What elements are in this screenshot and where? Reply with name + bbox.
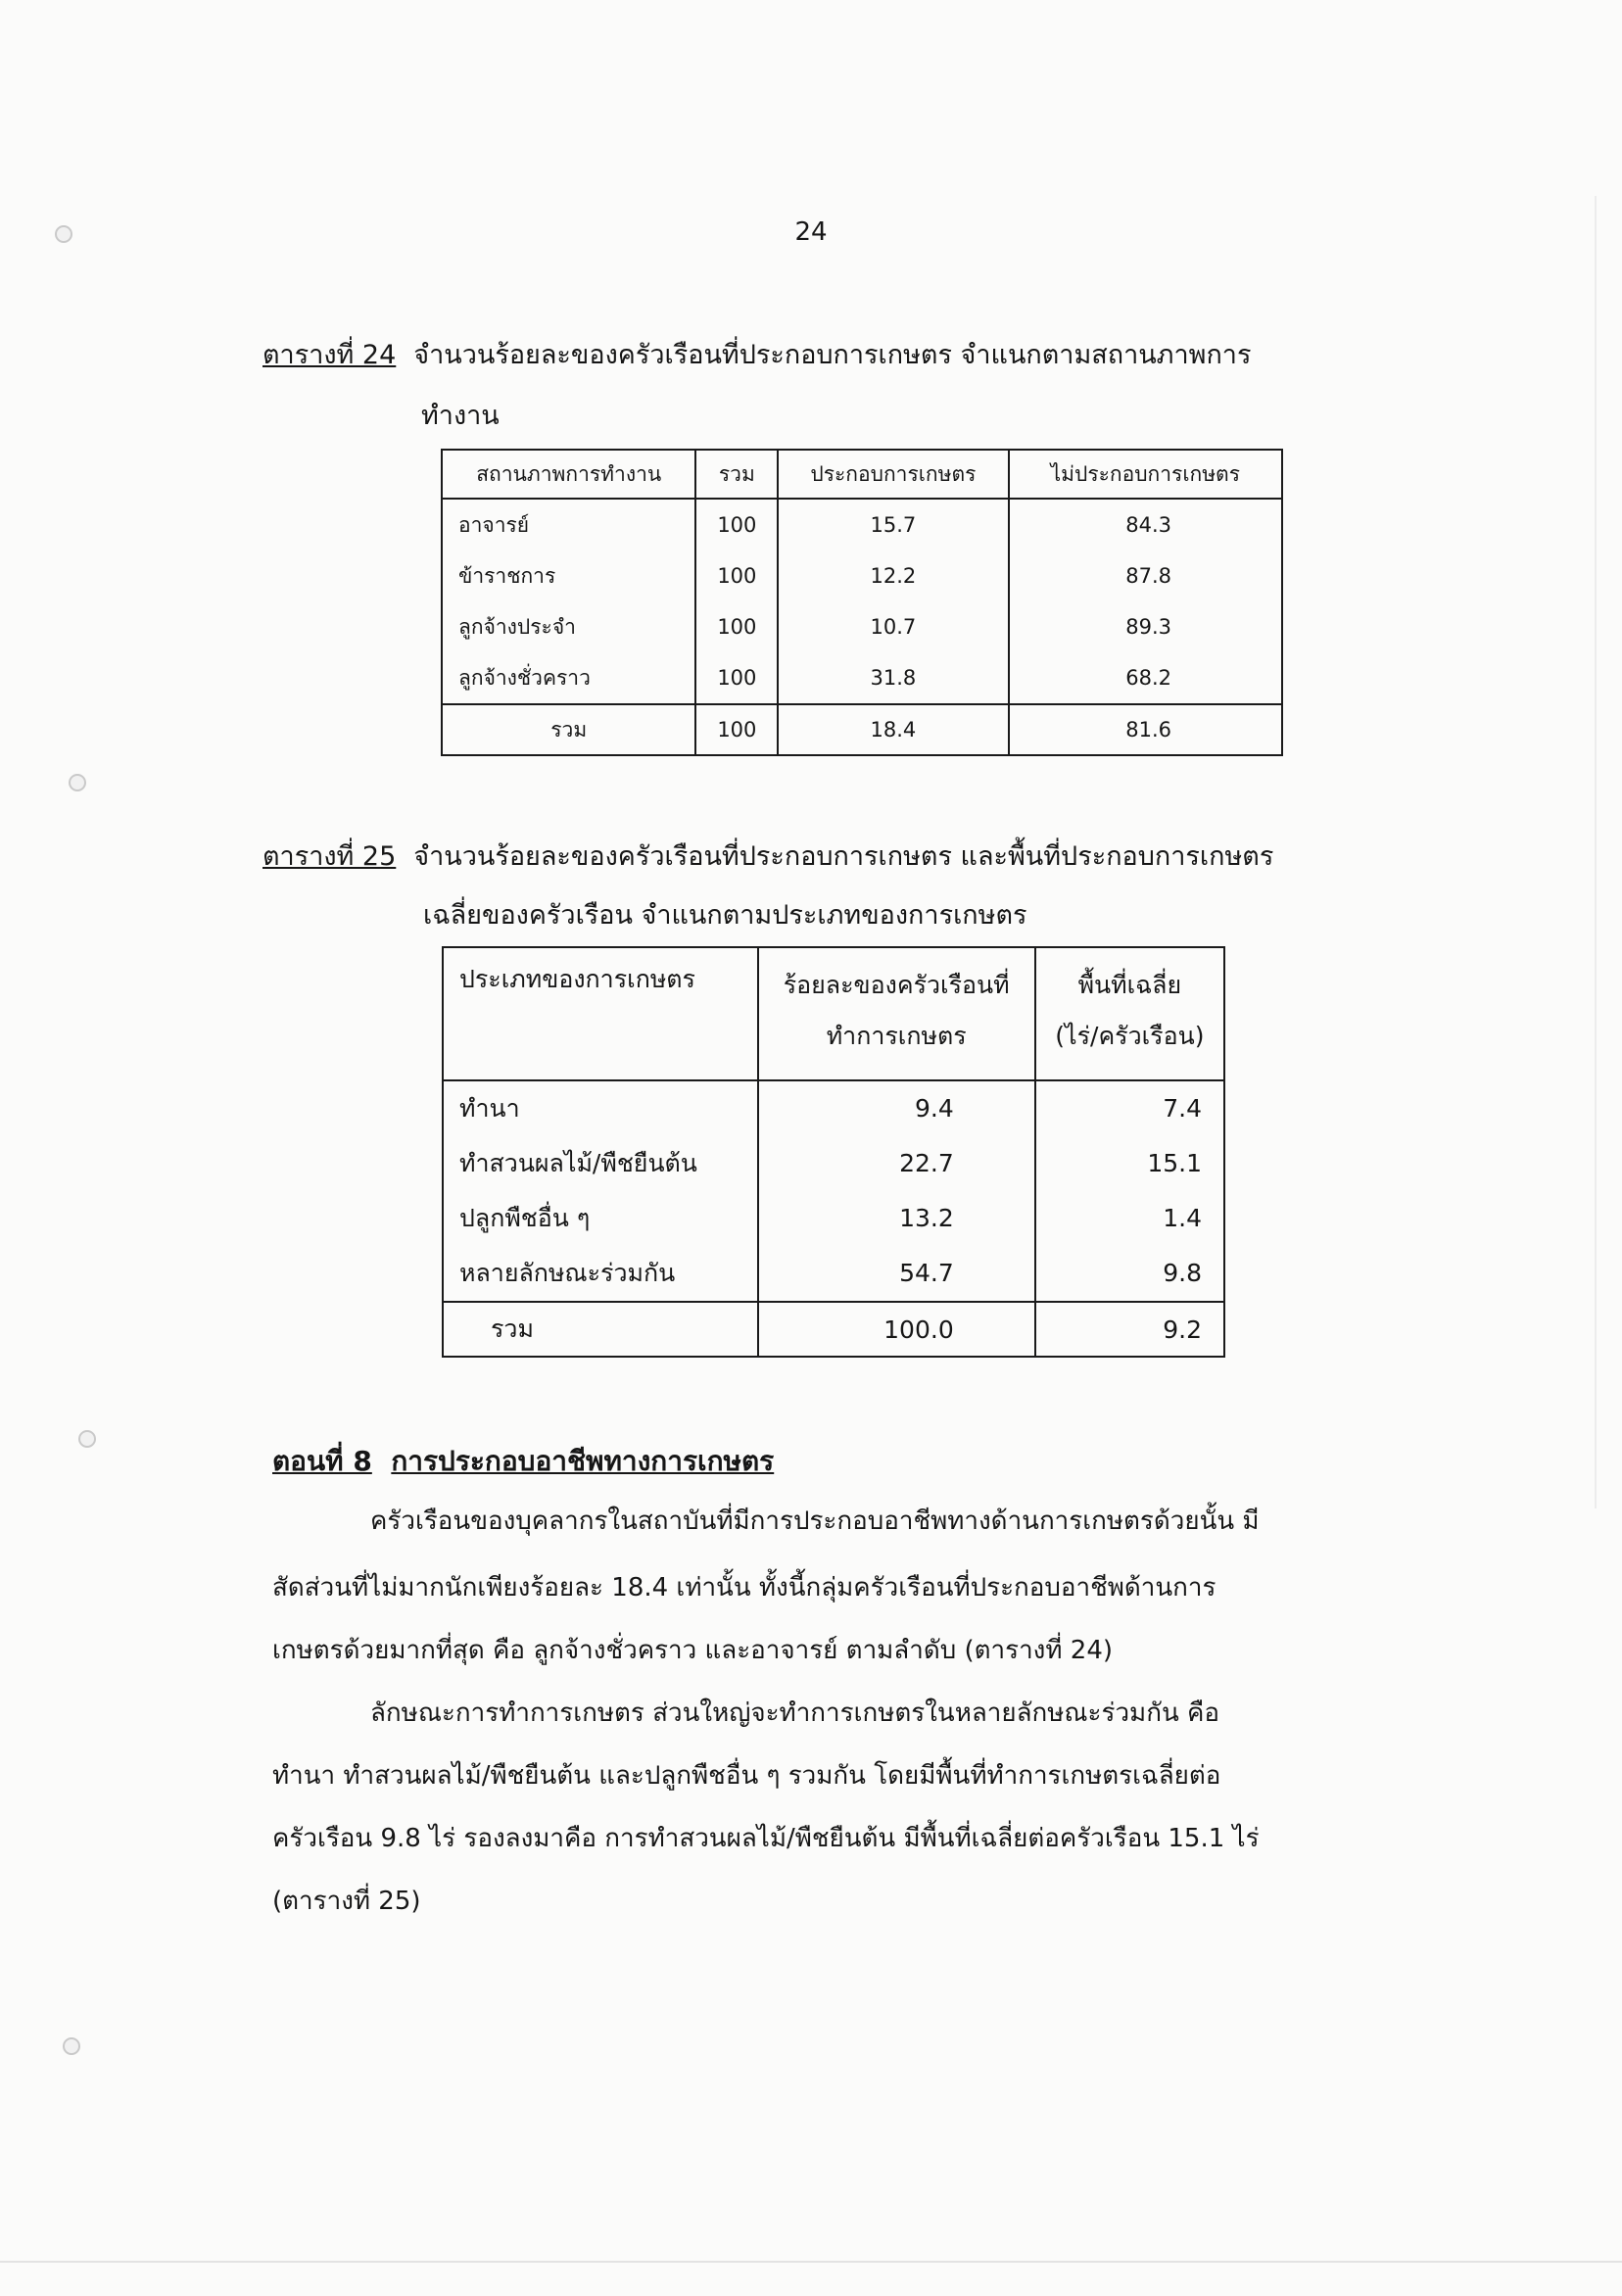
cell-area: 15.1 [1147, 1149, 1202, 1177]
total-cell: 100 [695, 704, 778, 755]
total-label: รวม [442, 704, 695, 755]
paragraph-line: (ตารางที่ 25) [272, 1887, 421, 1916]
paragraph-line: เกษตรด้วยมากที่สุด คือ ลูกจ้างชั่วคราว และอาจารย์ ตามลำดับ (ตารางที่ 24) [272, 1636, 1114, 1665]
total-cell: 81.6 [1009, 704, 1282, 755]
cell-not-farming: 84.3 [1125, 513, 1171, 537]
cell-total: 100 [717, 513, 757, 537]
table25-title-cont: เฉลี่ยของครัวเรือน จำแนกตามประเภทของการเกษตร [423, 900, 1027, 931]
cell-farming: 10.7 [870, 615, 917, 639]
section-heading [272, 1440, 774, 1483]
table24-title: จำนวนร้อยละของครัวเรือนที่ประกอบการเกษตร จำแนกตามสถานภาพการ [413, 340, 1252, 370]
table24-caption [262, 333, 1251, 375]
table-body-group [443, 1080, 1224, 1302]
table-25 [442, 946, 1225, 1358]
row-label: ทำสวนผลไม้/พืชยืนต้น [459, 1149, 697, 1177]
cell-not-farming: 89.3 [1125, 615, 1171, 639]
table24-label: ตารางที่ 24 [262, 340, 397, 370]
cell-area: 9.8 [1163, 1259, 1202, 1287]
cell-area: 7.4 [1163, 1094, 1202, 1123]
row-label: หลายลักษณะร่วมกัน [459, 1259, 676, 1287]
table-total-row [442, 704, 1282, 755]
row-label: ข้าราชการ [458, 564, 556, 588]
paragraph-line: สัดส่วนที่ไม่มากนักเพียงร้อยละ 18.4 เท่านั้น ทั้งนี้กลุ่มครัวเรือนที่ประกอบอาชีพด้านการ [272, 1573, 1216, 1602]
page-number: 24 [794, 217, 828, 247]
cell-total: 100 [717, 666, 757, 690]
total-cell: 9.2 [1035, 1302, 1224, 1357]
scan-edge [1595, 196, 1597, 1508]
total-label: รวม [443, 1302, 758, 1357]
col-header: ประกอบการเกษตร [778, 450, 1008, 499]
total-cell: 100.0 [758, 1302, 1035, 1357]
table-24 [441, 449, 1283, 756]
cell-total: 100 [717, 615, 757, 639]
table25-title: จำนวนร้อยละของครัวเรือนที่ประกอบการเกษตร และพื้นที่ประกอบการเกษตร [413, 841, 1274, 872]
paragraph-line: ทำนา ทำสวนผลไม้/พืชยืนต้น และปลูกพืชอื่น ๆ รวมกัน โดยมีพื้นที่ทำการเกษตรเฉลี่ยต่อ [272, 1761, 1221, 1791]
col-header: ไม่ประกอบการเกษตร [1009, 450, 1282, 499]
table-body-group [442, 499, 1282, 704]
col-header: ประเภทของการเกษตร [443, 947, 758, 1080]
paragraph-line: ครัวเรือน 9.8 ไร่ รองลงมาคือ การทำสวนผลไม้/พืชยืนต้น มีพื้นที่เฉลี่ยต่อครัวเรือน 15.1 ไร่ [272, 1824, 1260, 1853]
col-header-line: (ไร่/ครัวเรือน) [1055, 1022, 1205, 1050]
col-header: รวม [695, 450, 778, 499]
cell-percent: 54.7 [899, 1259, 954, 1287]
table25-caption [262, 835, 1273, 877]
cell-percent: 22.7 [899, 1149, 954, 1177]
cell-total: 100 [717, 564, 757, 588]
table25-label: ตารางที่ 25 [262, 841, 397, 872]
cell-farming: 31.8 [870, 666, 917, 690]
total-cell: 18.4 [778, 704, 1008, 755]
row-label: ปลูกพืชอื่น ๆ [459, 1204, 591, 1232]
table24-title-cont: ทำงาน [421, 401, 500, 431]
col-header [1035, 947, 1224, 1080]
cell-farming: 12.2 [870, 564, 917, 588]
cell-percent: 13.2 [899, 1204, 954, 1232]
col-header [758, 947, 1035, 1080]
row-label: ลูกจ้างชั่วคราว [458, 666, 591, 690]
section-number: ตอนที่ 8 [272, 1445, 372, 1477]
page-bottom-rule [0, 2261, 1622, 2263]
section-title: การประกอบอาชีพทางการเกษตร [391, 1445, 775, 1477]
paragraph-line: ลักษณะการทำการเกษตร ส่วนใหญ่จะทำการเกษตรในหลายลักษณะร่วมกัน คือ [370, 1698, 1219, 1728]
cell-percent: 9.4 [914, 1094, 954, 1123]
cell-area: 1.4 [1163, 1204, 1202, 1232]
cell-not-farming: 87.8 [1125, 564, 1171, 588]
table-total-row [443, 1302, 1224, 1357]
binder-hole [78, 1430, 96, 1448]
col-header-line: ทำการเกษตร [826, 1022, 967, 1050]
col-header: สถานภาพการทำงาน [442, 450, 695, 499]
binder-hole [63, 2037, 80, 2055]
cell-not-farming: 68.2 [1125, 666, 1171, 690]
cell-farming: 15.7 [870, 513, 917, 537]
row-label: อาจารย์ [458, 513, 530, 537]
row-label: ทำนา [459, 1094, 520, 1123]
row-label: ลูกจ้างประจำ [458, 615, 576, 639]
binder-hole [69, 774, 86, 791]
col-header-line: พื้นที่เฉลี่ย [1077, 971, 1182, 999]
col-header-line: ร้อยละของครัวเรือนที่ [783, 971, 1010, 999]
paragraph-line: ครัวเรือนของบุคลากรในสถาบันที่มีการประกอบอาชีพทางด้านการเกษตรด้วยนั้น มี [370, 1507, 1260, 1536]
